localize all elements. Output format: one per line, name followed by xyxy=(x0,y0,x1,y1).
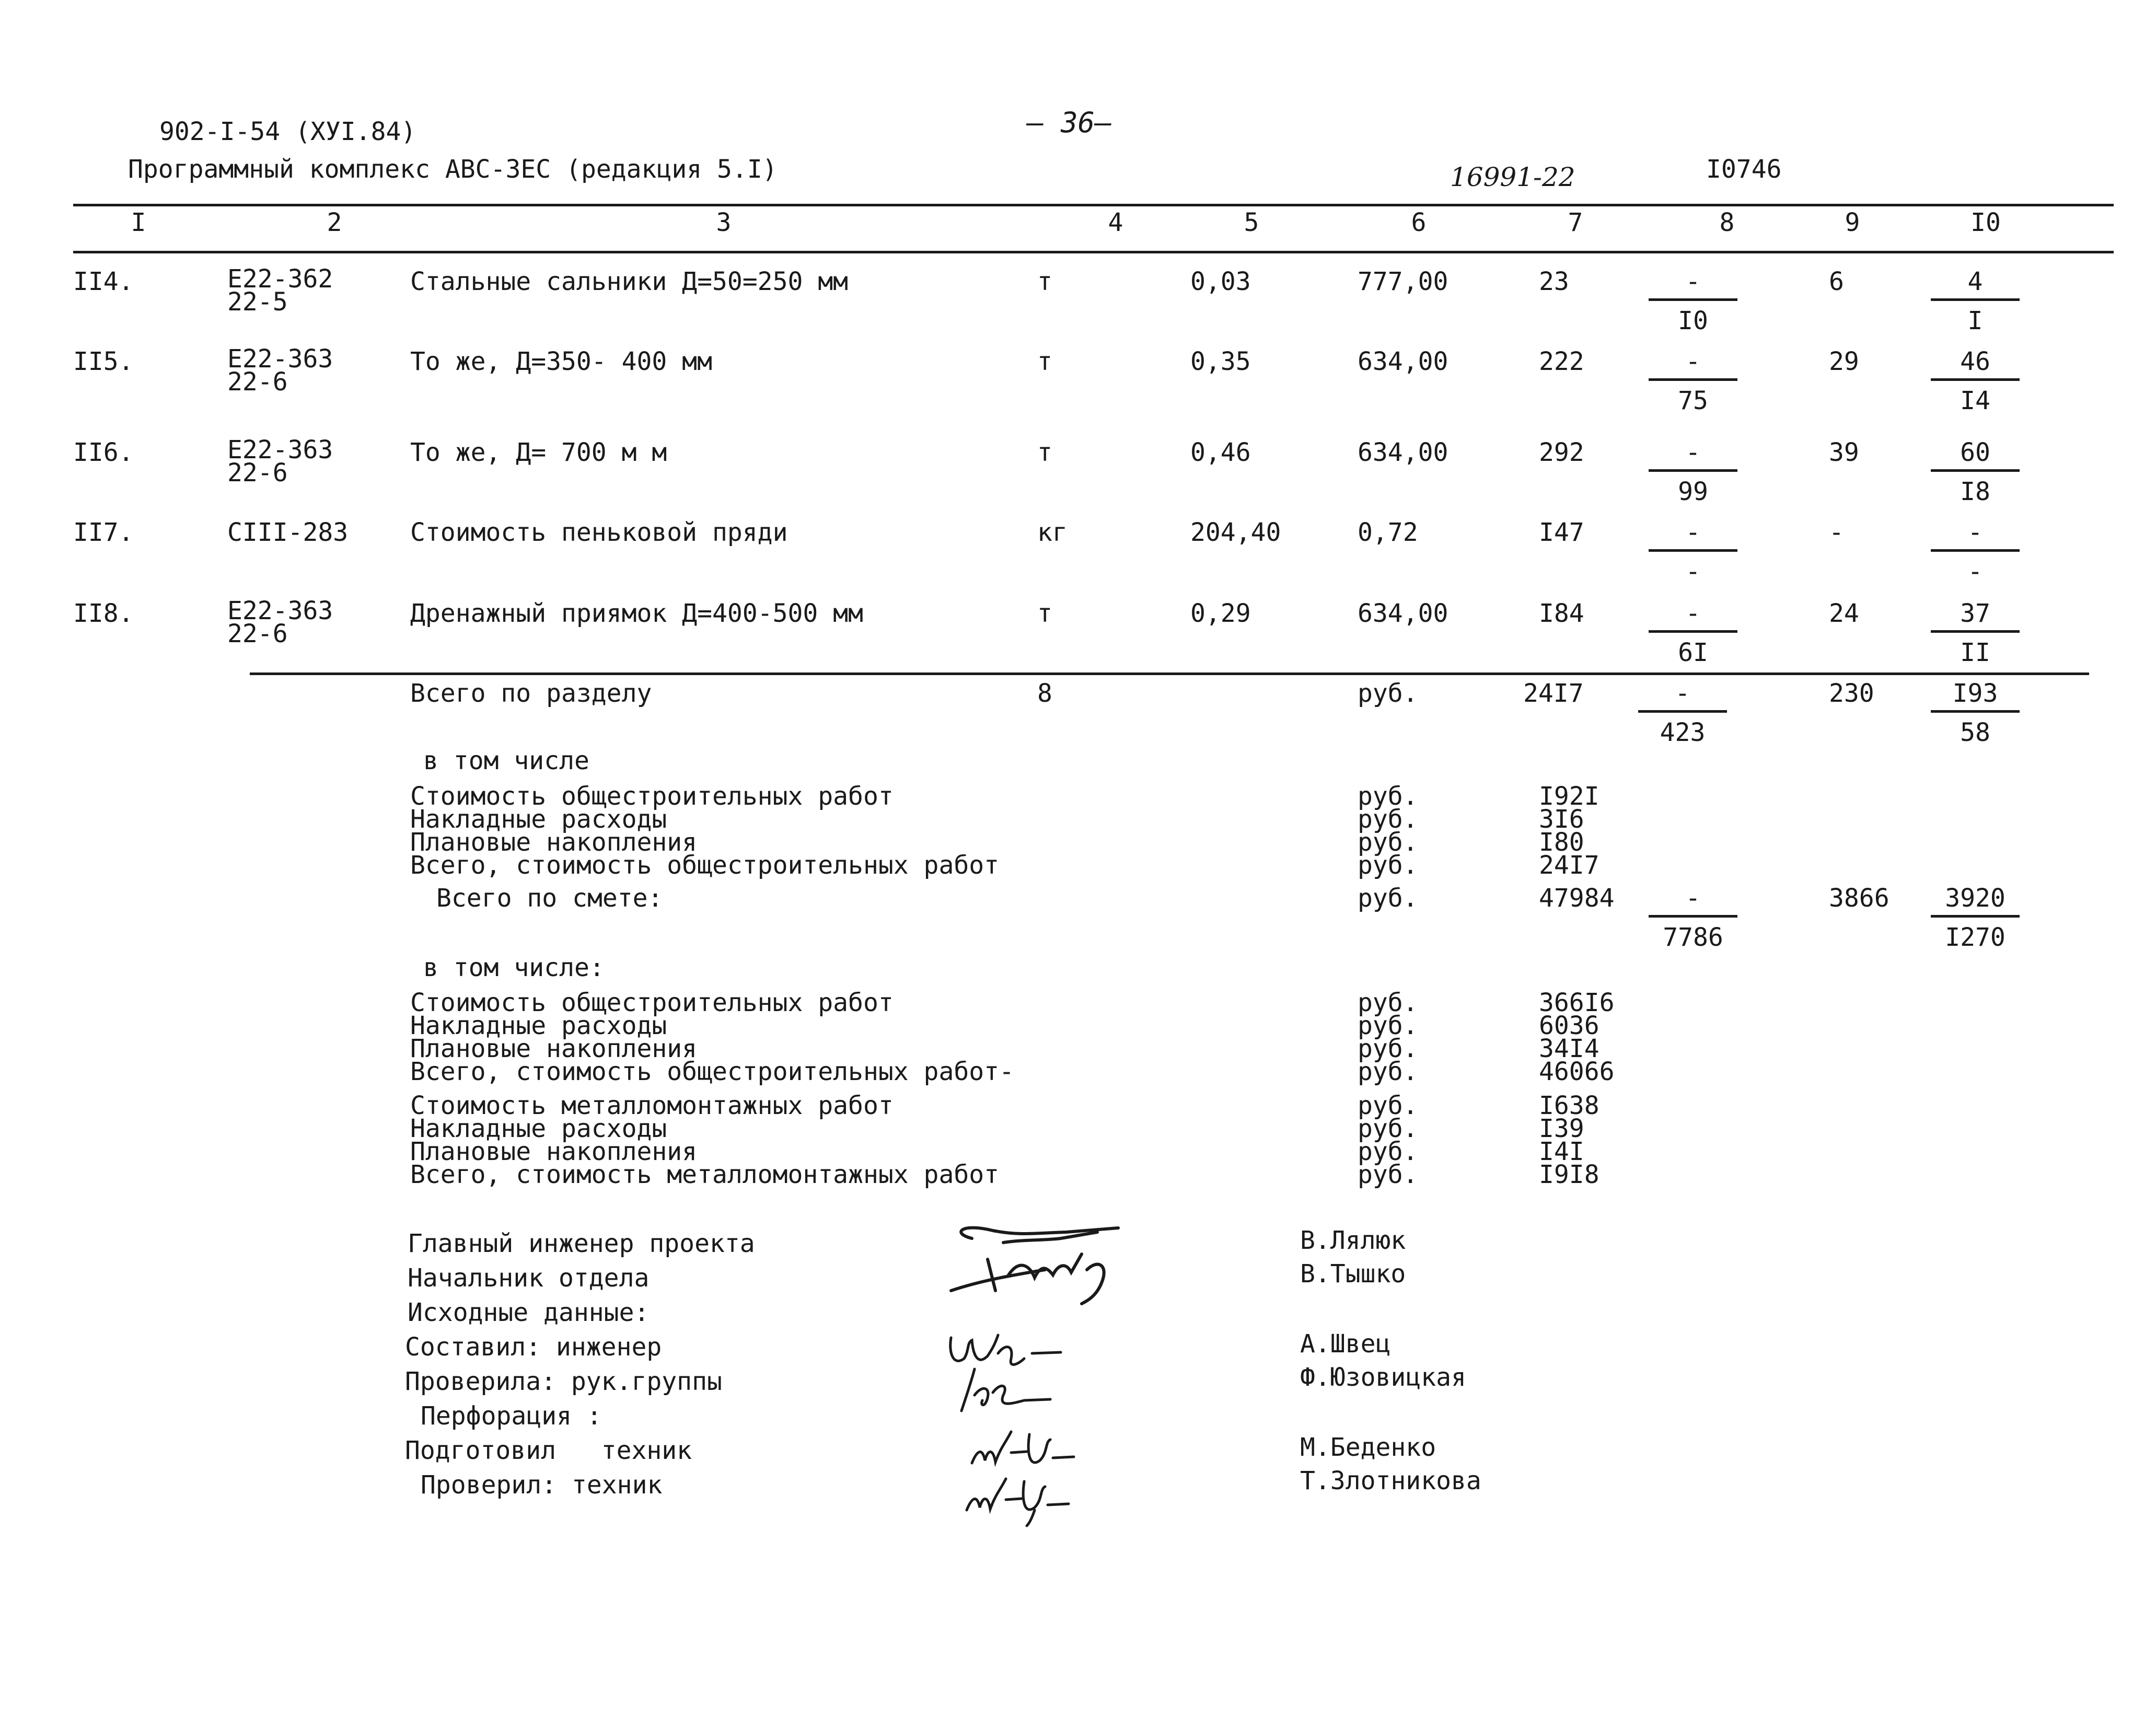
fraction-top: - xyxy=(1685,884,1701,913)
row-quantity: 0,35 xyxy=(1190,347,1251,376)
row-col10-fraction xyxy=(1928,349,2022,413)
row-col8-fraction xyxy=(1646,269,1740,333)
breakdown-value: I9I8 xyxy=(1539,1160,1599,1189)
signature-name: В.Тышко xyxy=(1300,1259,1406,1289)
breakdown-unit: руб. xyxy=(1358,1057,1418,1086)
page-number: — 36— xyxy=(1027,106,1112,139)
fraction-top: 37 xyxy=(1960,599,1990,628)
breakdown-label: Всего, стоимость металломонтажных работ xyxy=(410,1160,1000,1189)
fraction-top: 4 xyxy=(1967,267,1983,296)
row-total: I84 xyxy=(1539,599,1584,628)
breakdown-value: 3I6 xyxy=(1539,805,1584,834)
column-header-3: 3 xyxy=(716,208,732,237)
row-col10-fraction xyxy=(1928,269,2022,333)
fraction-bottom: - xyxy=(1967,557,1983,586)
row-name: Стальные сальники Д=50=250 мм xyxy=(410,267,849,296)
breakdown-label: Всего, стоимость общестроительных работ xyxy=(410,851,1000,880)
row-code-primary: Е22-363 xyxy=(227,435,333,465)
breakdown-unit: руб. xyxy=(1358,1091,1418,1120)
row-price: 0,72 xyxy=(1358,518,1418,547)
signature-name: В.Лялюк xyxy=(1300,1226,1406,1255)
breakdown-unit: руб. xyxy=(1358,1034,1418,1063)
breakdown-value: I638 xyxy=(1539,1091,1599,1120)
estimate-total-col10-fraction xyxy=(1928,886,2022,950)
handwritten-reference: 16991-22 xyxy=(1450,162,1575,192)
breakdown-unit: руб. xyxy=(1358,782,1418,811)
breakdown-value: 46066 xyxy=(1539,1057,1615,1086)
section-total-rule xyxy=(250,672,2089,675)
row-quantity: 0,29 xyxy=(1190,599,1251,628)
fraction-bottom: I xyxy=(1967,306,1983,335)
section-total-count: 8 xyxy=(1037,679,1052,708)
column-header-10: I0 xyxy=(1970,208,2001,237)
breakdown-label: Стоимость металломонтажных работ xyxy=(410,1091,894,1120)
breakdown-value: I39 xyxy=(1539,1114,1584,1143)
row-code xyxy=(227,264,333,317)
document-code: 902-I-54 (XУI.84) xyxy=(159,117,416,146)
row-number: II4. xyxy=(73,267,134,296)
column-header-8: 8 xyxy=(1719,208,1735,237)
breakdown-unit: руб. xyxy=(1358,1011,1418,1040)
fraction-top: - xyxy=(1685,518,1701,547)
row-code xyxy=(227,596,333,648)
program-name: Программный комплекс АВС-3ЕС (редакция 5.I) xyxy=(128,155,778,184)
row-unit: т xyxy=(1037,347,1052,376)
row-number: II8. xyxy=(73,599,134,628)
row-col10-fraction xyxy=(1928,601,2022,665)
fraction-bottom: I8 xyxy=(1960,477,1990,506)
breakdown-label: Накладные расходы xyxy=(410,1011,667,1040)
row-number: II7. xyxy=(73,518,134,547)
signature-role: Составил: инженер xyxy=(405,1332,662,1362)
row-price: 634,00 xyxy=(1358,599,1448,628)
fraction-bottom: 7786 xyxy=(1663,923,1723,952)
header-top-rule xyxy=(73,204,2114,206)
row-col8-fraction xyxy=(1646,520,1740,584)
estimate-total-value: 47984 xyxy=(1539,884,1615,913)
section-total-value: 24I7 xyxy=(1523,679,1584,708)
row-total: 292 xyxy=(1539,438,1584,467)
breakdown-label: Плановые накопления xyxy=(410,1137,698,1166)
row-col9: - xyxy=(1829,518,1844,547)
row-name: Дренажный приямок Д=400-500 мм xyxy=(410,599,863,628)
row-col10-fraction xyxy=(1928,440,2022,504)
column-header-9: 9 xyxy=(1845,208,1860,237)
fraction-top: - xyxy=(1967,518,1983,547)
column-header-5: 5 xyxy=(1244,208,1259,237)
breakdown-unit: руб. xyxy=(1358,988,1418,1017)
signature-name: Ф.Юзовицкая xyxy=(1300,1363,1466,1392)
fraction-bottom: I4 xyxy=(1960,386,1990,415)
breakdown-label: Стоимость общестроительных работ xyxy=(410,782,894,811)
row-code-primary: Е22-363 xyxy=(227,344,333,374)
column-header-1: I xyxy=(131,208,146,237)
row-col9: 29 xyxy=(1829,347,1859,376)
row-quantity: 204,40 xyxy=(1190,518,1281,547)
breakdown-label: Накладные расходы xyxy=(410,805,667,834)
signature-chief-engineer-icon xyxy=(941,1217,1160,1306)
fraction-bottom: 423 xyxy=(1660,718,1706,747)
fraction-bottom: 75 xyxy=(1678,386,1708,415)
column-header-7: 7 xyxy=(1568,208,1583,237)
column-header-2: 2 xyxy=(327,208,342,237)
row-code: СIII-283 xyxy=(227,518,349,547)
breakdown-value: I4I xyxy=(1539,1137,1584,1166)
column-header-4: 4 xyxy=(1108,208,1123,237)
fraction-top: 3920 xyxy=(1945,884,2006,913)
row-unit: т xyxy=(1037,267,1052,296)
signature-role: Перфорация : xyxy=(421,1401,602,1431)
fraction-top: - xyxy=(1685,267,1701,296)
signature-role: Исходные данные: xyxy=(408,1298,650,1327)
breakdown-value: I80 xyxy=(1539,828,1584,857)
row-unit: т xyxy=(1037,599,1052,628)
fraction-bottom: I0 xyxy=(1678,306,1708,335)
fraction-top: - xyxy=(1685,599,1701,628)
breakdown-label: Накладные расходы xyxy=(410,1114,667,1143)
breakdown-label: Всего, стоимость общестроительных работ- xyxy=(410,1057,1014,1086)
breakdown-unit: руб. xyxy=(1358,1137,1418,1166)
header-bottom-rule xyxy=(73,251,2114,253)
signature-name: М.Беденко xyxy=(1300,1433,1436,1462)
column-header-6: 6 xyxy=(1411,208,1427,237)
breakdown-label: Плановые накопления xyxy=(410,828,698,857)
estimate-breakdown-title: в том числе: xyxy=(423,953,605,982)
signature-role: Подготовил техник xyxy=(405,1436,692,1465)
signature-name: А.Швец xyxy=(1300,1329,1391,1359)
fraction-bottom: II xyxy=(1960,638,1990,667)
section-breakdown-title: в том числе xyxy=(423,746,589,775)
row-col8-fraction xyxy=(1646,440,1740,504)
row-total: 23 xyxy=(1539,267,1569,296)
row-unit: т xyxy=(1037,438,1052,467)
fraction-bottom: - xyxy=(1685,557,1701,586)
signature-checker-icon xyxy=(956,1460,1082,1528)
fraction-top: - xyxy=(1685,438,1701,467)
row-unit: кг xyxy=(1037,518,1068,547)
row-total: 222 xyxy=(1539,347,1584,376)
row-code-secondary: 22-5 xyxy=(227,287,288,317)
signature-reviewer-icon xyxy=(951,1364,1066,1421)
row-name: То же, Д= 700 м м xyxy=(410,438,667,467)
breakdown-unit: руб. xyxy=(1358,805,1418,834)
fraction-bottom: 99 xyxy=(1678,477,1708,506)
breakdown-value: 366I6 xyxy=(1539,988,1615,1017)
row-quantity: 0,46 xyxy=(1190,438,1251,467)
section-total-col10-fraction xyxy=(1928,681,2022,745)
signature-name: Т.Злотникова xyxy=(1300,1466,1481,1495)
row-col8-fraction xyxy=(1646,601,1740,665)
breakdown-unit: руб. xyxy=(1358,1160,1418,1189)
breakdown-unit: руб. xyxy=(1358,1114,1418,1143)
estimate-total-col8-fraction xyxy=(1646,886,1740,950)
row-price: 634,00 xyxy=(1358,347,1448,376)
breakdown-label: Стоимость общестроительных работ xyxy=(410,988,894,1017)
breakdown-value: 6036 xyxy=(1539,1011,1599,1040)
signature-role: Главный инженер проекта xyxy=(408,1229,755,1258)
row-code-primary: Е22-363 xyxy=(227,596,333,625)
row-code-secondary: 22-6 xyxy=(227,458,288,488)
fraction-bottom: 6I xyxy=(1678,638,1708,667)
section-total-unit: руб. xyxy=(1358,679,1418,708)
row-number: II6. xyxy=(73,438,134,467)
signature-role: Проверила: рук.группы xyxy=(405,1367,722,1396)
estimate-total-unit: руб. xyxy=(1358,884,1418,913)
section-total-col8-fraction xyxy=(1636,681,1730,745)
row-code xyxy=(227,344,333,397)
section-total-label: Всего по разделу xyxy=(410,679,652,708)
row-price: 634,00 xyxy=(1358,438,1448,467)
fraction-top: 46 xyxy=(1960,347,1990,376)
row-code xyxy=(227,435,333,488)
breakdown-label: Плановые накопления xyxy=(410,1034,698,1063)
estimate-total-label: Всего по смете: xyxy=(436,884,663,913)
fraction-bottom: 58 xyxy=(1960,718,1990,747)
row-col8-fraction xyxy=(1646,349,1740,413)
signature-role: Проверил: техник xyxy=(421,1470,663,1500)
section-total-col9: 230 xyxy=(1829,679,1874,708)
row-quantity: 0,03 xyxy=(1190,267,1251,296)
row-col10-fraction xyxy=(1928,520,2022,584)
breakdown-value: 24I7 xyxy=(1539,851,1599,880)
fraction-top: - xyxy=(1685,347,1701,376)
breakdown-value: 34I4 xyxy=(1539,1034,1599,1063)
signature-role: Начальник отдела xyxy=(408,1263,650,1293)
breakdown-value: I92I xyxy=(1539,782,1599,811)
breakdown-unit: руб. xyxy=(1358,851,1418,880)
document-number: I0746 xyxy=(1706,155,1782,184)
breakdown-unit: руб. xyxy=(1358,828,1418,857)
row-code-secondary: 22-6 xyxy=(227,619,288,648)
row-name: То же, Д=350- 400 мм xyxy=(410,347,712,376)
row-name: Стоимость пеньковой пряди xyxy=(410,518,788,547)
row-col9: 6 xyxy=(1829,267,1844,296)
fraction-top: I93 xyxy=(1952,679,1998,708)
row-total: I47 xyxy=(1539,518,1584,547)
fraction-bottom: I270 xyxy=(1945,923,2006,952)
fraction-top: - xyxy=(1675,679,1690,708)
row-price: 777,00 xyxy=(1358,267,1448,296)
row-code-secondary: 22-6 xyxy=(227,367,288,397)
fraction-top: 60 xyxy=(1960,438,1990,467)
row-number: II5. xyxy=(73,347,134,376)
row-col9: 39 xyxy=(1829,438,1859,467)
estimate-total-col9: 3866 xyxy=(1829,884,1890,913)
row-col9: 24 xyxy=(1829,599,1859,628)
row-code-primary: Е22-362 xyxy=(227,264,333,294)
